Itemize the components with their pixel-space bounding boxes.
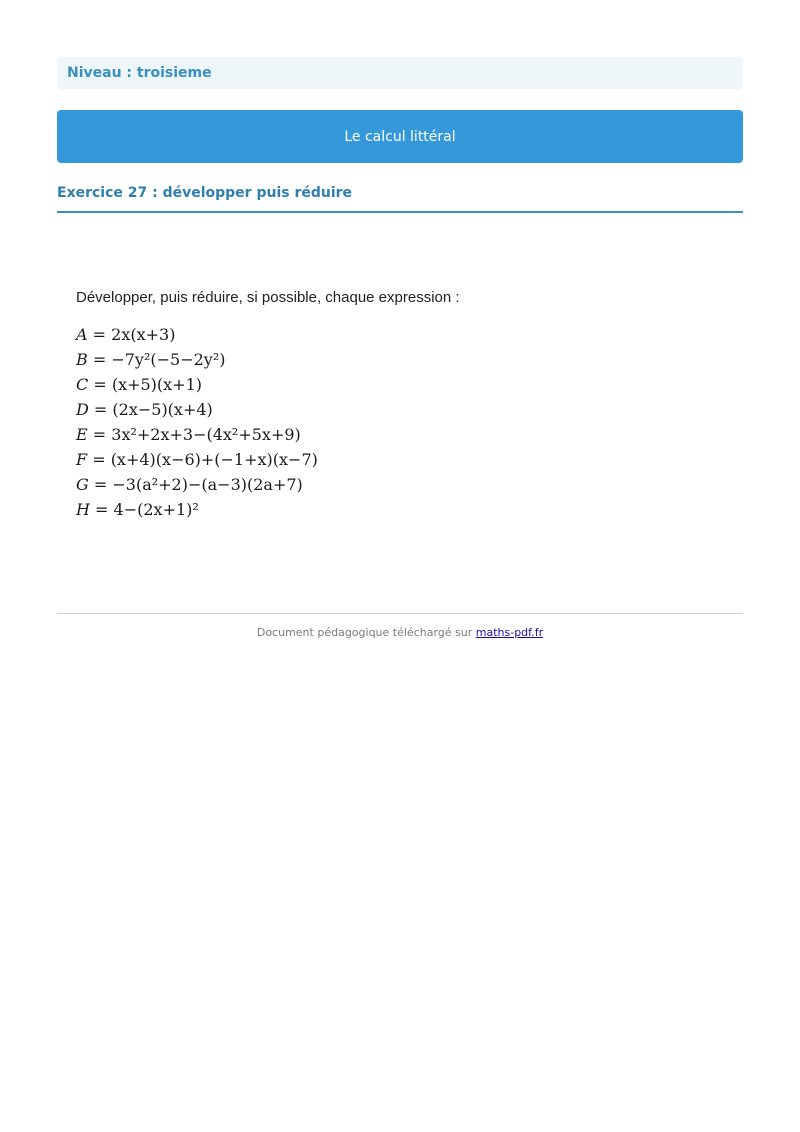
footer-text: Document pédagogique téléchargé sur	[256, 626, 476, 639]
footer	[57, 626, 743, 639]
level-label: Niveau : troisieme	[67, 65, 212, 81]
expression-name: E	[76, 425, 88, 444]
expression-name: C	[76, 375, 89, 394]
expression-body: 3x²+2x+3−(4x²+5x+9)	[111, 425, 301, 444]
expression-body: 4−(2x+1)²	[113, 500, 199, 519]
expression-item: C = (x+5)(x+1)	[76, 375, 203, 394]
expression-body: (x+5)(x+1)	[111, 375, 203, 394]
expression-body: −3(a²+2)−(a−3)(2a+7)	[112, 475, 303, 494]
expression-item: E = 3x²+2x+3−(4x²+5x+9)	[76, 425, 301, 444]
expression-item: A = 2x(x+3)	[76, 325, 176, 344]
expression-body: (2x−5)(x+4)	[112, 400, 213, 419]
expression-name: A	[76, 325, 88, 344]
expression-item: G = −3(a²+2)−(a−3)(2a+7)	[76, 475, 303, 494]
expression-item: H = 4−(2x+1)²	[76, 500, 199, 519]
expression-list	[76, 322, 318, 522]
expression-body: −7y²(−5−2y²)	[111, 350, 226, 369]
level-box	[57, 57, 743, 89]
expression-item: B = −7y²(−5−2y²)	[76, 350, 226, 369]
footer-link[interactable]: maths-pdf.fr	[475, 626, 544, 639]
expression-body: 2x(x+3)	[111, 325, 176, 344]
expression-item: D = (2x−5)(x+4)	[76, 400, 213, 419]
exercise-title: Exercice 27 : développer puis réduire	[57, 185, 743, 213]
exercise-statement	[57, 282, 743, 532]
expression-item: F = (x+4)(x−6)+(−1+x)(x−7)	[76, 450, 318, 469]
footer-divider	[57, 613, 743, 614]
expression-name: D	[76, 400, 89, 419]
expression-name: G	[76, 475, 89, 494]
expression-name: H	[76, 500, 90, 519]
expression-body: (x+4)(x−6)+(−1+x)(x−7)	[110, 450, 318, 469]
chapter-title: Le calcul littéral	[344, 128, 456, 145]
expression-name: B	[76, 350, 88, 369]
chapter-banner	[57, 110, 743, 163]
expression-name: F	[76, 450, 88, 469]
instruction-text: Développer, puis réduire, si possible, chaque expression :	[76, 289, 460, 306]
